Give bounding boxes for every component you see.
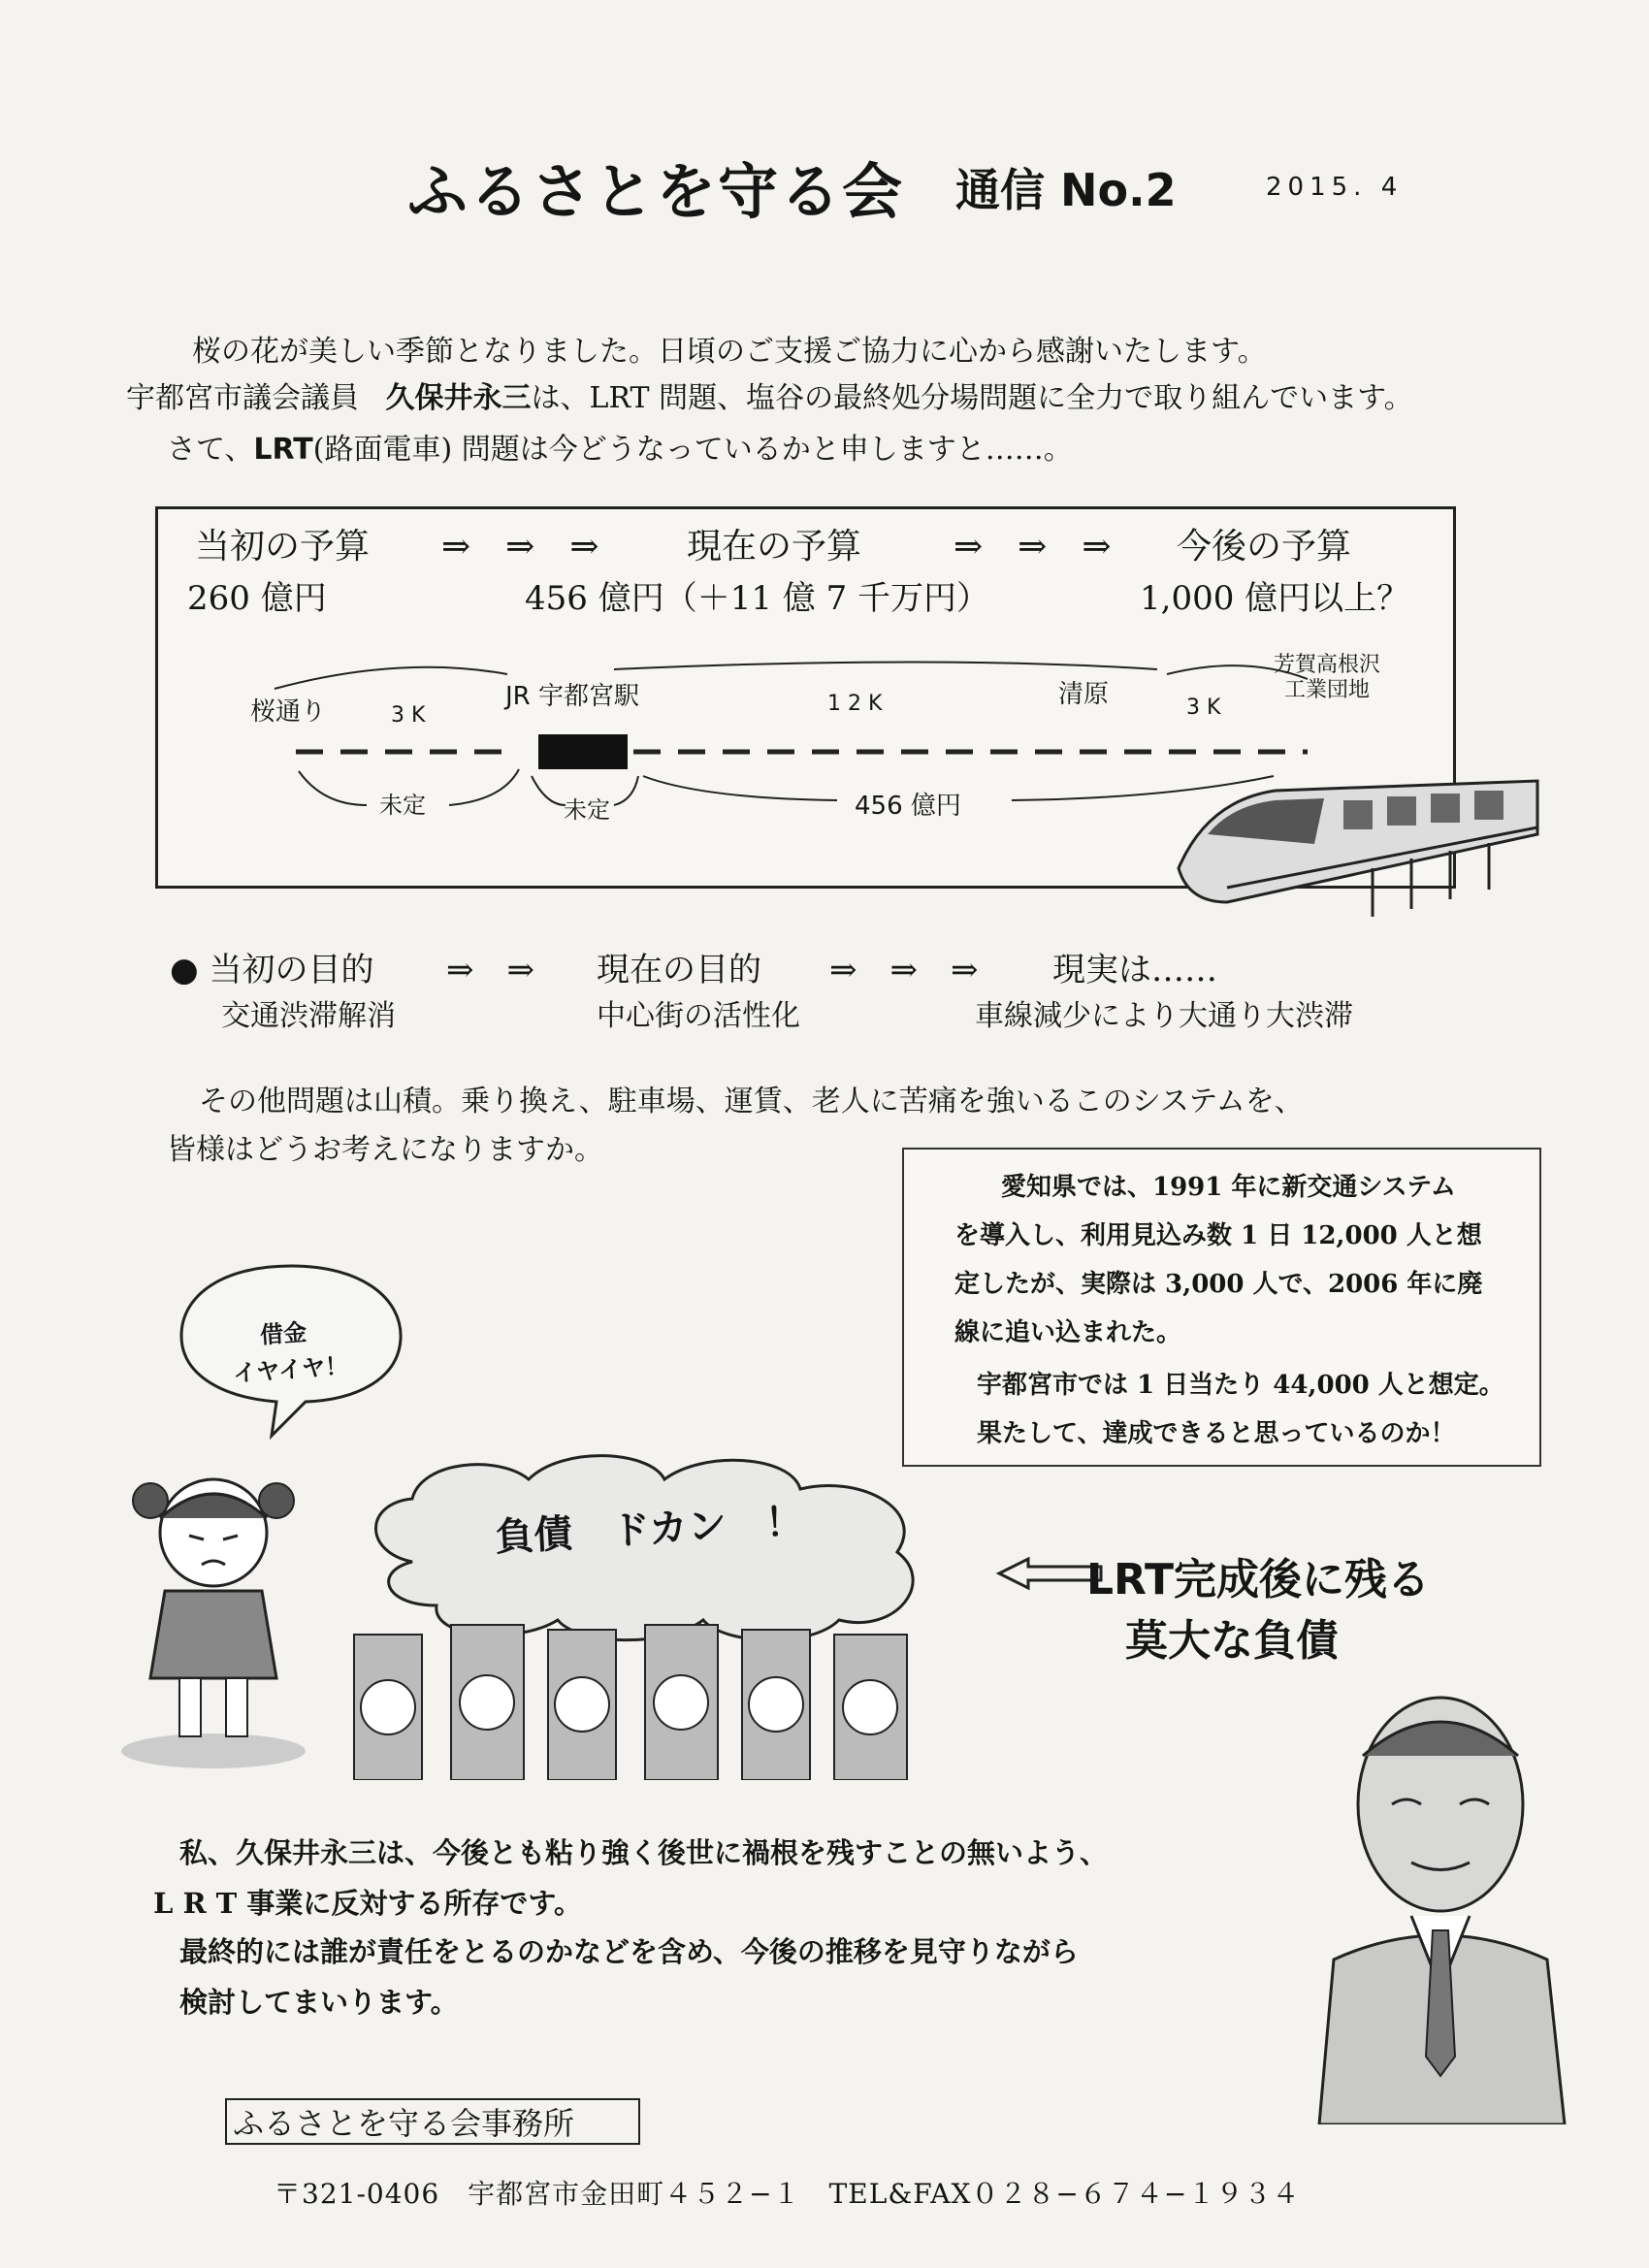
office-address: 〒321-0406 宇都宮市金田町４５２−１ TEL&FAX０２８−６７４−１９３４ [274,2178,1301,2210]
intro-line-2-rest: は、LRT 問題、塩谷の最終処分場問題に全力で取り組んでいます。 [531,381,1413,415]
aichi-line-1: 愛知県では、1991 年に新交通システム [1001,1173,1456,1202]
politician-name: 久保井永三 [385,381,532,415]
intro-line-3-rest: (路面電車) 問題は今どうなっているかと申しますと……。 [312,433,1073,467]
budget-arrows-2: ⇒ ⇒ ⇒ [954,527,1112,567]
distance-3k-east: 3 K [1186,696,1221,720]
people-illustration [335,1615,936,1780]
debt-headline-1: LRT完成後に残る [1086,1555,1430,1604]
purpose-initial-label: 当初の目的 [209,951,374,989]
closing-line-2: L R T 事業に反対する所存です。 [153,1887,583,1920]
closing-line-4: 検討してまいります。 [179,1986,459,2019]
problems-line-2: 皆様はどうお考えになりますか。 [167,1133,603,1167]
aichi-note-box [902,1148,1541,1467]
newsletter-title: ふるさとを守る会 [407,156,905,227]
purpose-arrows-2: ⇒ ⇒ ⇒ [829,951,979,989]
purpose-arrows-1: ⇒ ⇒ [446,951,534,989]
undecided-label-2: 未定 [564,796,610,824]
bubble-line-2: イヤイヤ！ [232,1351,350,1388]
office-name: ふるさとを守る会事務所 [225,2098,640,2145]
undecided-label-1: 未定 [379,792,426,819]
purpose-current-label: 現在の目的 [597,951,761,989]
station-sakura: 桜通り [250,697,327,727]
tram-illustration [1169,761,1542,922]
aichi-line-4: 線に追い込まれた。 [954,1318,1182,1347]
station-block [538,734,628,769]
politician-portrait [1305,1669,1567,2124]
intro-line-3 [167,425,1073,468]
intro-line-1: 桜の花が美しい季節となりました。日頃のご支援ご協力に心から感謝いたします。 [192,335,1267,369]
budget-arrows-1: ⇒ ⇒ ⇒ [441,527,599,567]
station-jr-utsunomiya: JR 宇都宮駅 [505,682,639,711]
route-cost: 456 億円 [855,792,961,821]
budget-current-amount: 456 億円（＋11 億 7 千万円） [525,579,990,618]
station-haga-line-2: 工業団地 [1284,678,1371,702]
purpose-reality-label: 現実は…… [1052,951,1217,989]
closing-line-1: 私、久保井永三は、今後とも粘り強く後世に禍根を残すことの無いよう、 [179,1836,1109,1869]
bubble-line-1: 借金 [259,1318,308,1349]
newsletter-issue: 通信 No.2 [955,164,1177,216]
debt-headline-2: 莫大な負債 [1125,1616,1339,1666]
distance-3k-west: 3 K [391,703,426,728]
purpose-current-desc: 中心街の活性化 [597,999,800,1033]
station-haga-line-1: 芳賀高根沢 [1274,653,1381,677]
bullet-icon: ● [170,951,199,989]
aichi-line-5: 宇都宮市では 1 日当たり 44,000 人と想定。 [977,1371,1504,1400]
intro-lrt: LRT [253,433,313,467]
distance-12k: 1 2 K [827,692,883,716]
budget-future-amount: 1,000 億円以上？ [1140,579,1410,618]
problems-line-1: その他問題は山積。乗り換え、駐車場、運賃、老人に苦痛を強いるこのシステムを、 [199,1085,1304,1118]
aichi-line-2: を導入し、利用見込み数 1 日 12,000 人と想 [954,1221,1482,1250]
intro-role: 宇都宮市議会議員 [126,381,359,415]
budget-future-label: 今後の予算 [1177,527,1352,567]
closing-line-3: 最終的には誰が責任をとるのかなどを含め、今後の推移を見守りながら [179,1935,1079,1968]
girl-illustration [107,1460,320,1780]
aichi-line-6: 果たして、達成できると思っているのか！ [977,1419,1456,1448]
purpose-initial-desc: 交通渋滞解消 [221,999,396,1033]
budget-initial-amount: 260 億円 [187,579,327,618]
purpose-row [170,943,373,990]
aichi-line-3: 定したが、実際は 3,000 人で、2006 年に廃 [954,1270,1483,1299]
purpose-reality-desc: 車線減少により大通り大渋滞 [975,999,1353,1033]
speech-bubble [170,1256,412,1441]
cloud-text: 負債 ドカン ！ [494,1499,805,1561]
station-kiyohara: 清原 [1058,680,1110,709]
station-haga [1274,653,1380,703]
intro-line-2 [126,373,1413,416]
budget-current-label: 現在の予算 [687,527,862,567]
intro-line-3-prefix: さて、 [167,433,254,467]
issue-date: 2015. 4 [1266,173,1404,202]
budget-initial-label: 当初の予算 [195,527,371,567]
